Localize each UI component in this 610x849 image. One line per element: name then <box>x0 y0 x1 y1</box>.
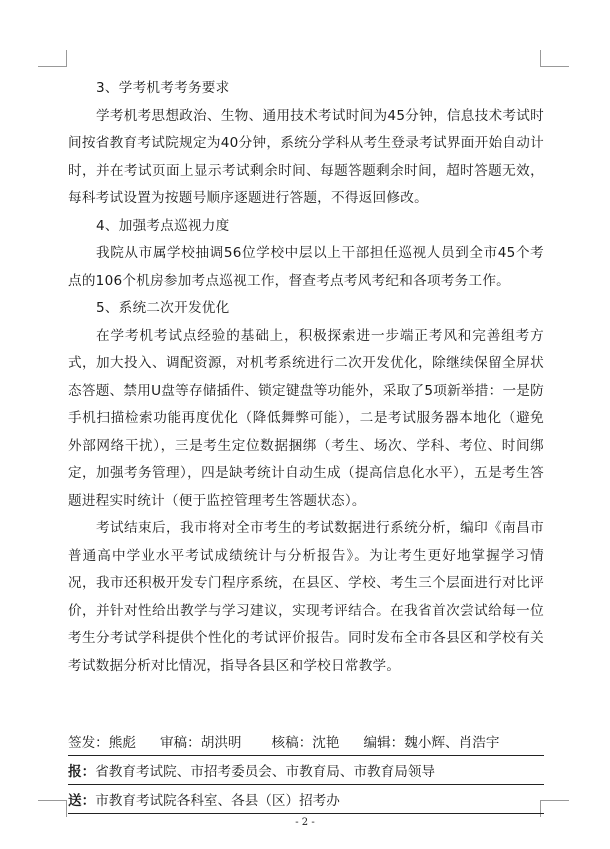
page-number: - 2 - <box>295 817 315 828</box>
crop-mark-top-left <box>38 50 67 67</box>
send-to-line <box>68 789 544 814</box>
checker: 核稿：沈艳 <box>271 735 340 751</box>
section-heading: 3、学考机考考务要求 <box>96 80 230 96</box>
send-to-text: 市教育考试院各科室、各县（区）招考办 <box>95 793 340 809</box>
report-to-line <box>68 760 544 785</box>
crop-mark-bottom-right <box>540 800 569 817</box>
crop-mark-top-right <box>540 50 569 67</box>
paragraph: 学考机考思想政治、生物、通用技术考试时间为45分钟，信息技术考试时间按省教育考试院规定为40分钟，系统分学科从考生登录考试界面开始自动计时，并在考试页面上显示考试剩余时间、每题答题剩余时间，超时答题无效，每科考试设置为按题号顺序逐题进行答题，不得返回修改。 <box>68 107 544 206</box>
signoff-line <box>68 731 544 756</box>
issuer: 签发：熊彪 <box>68 735 136 751</box>
crop-mark-bottom-left <box>38 800 67 817</box>
reviewer: 审稿：胡洪明 <box>159 735 242 751</box>
report-to-label: 报： <box>68 764 96 780</box>
section-heading: 5、系统二次开发优化 <box>96 300 230 316</box>
paragraph: 我院从市属学校抽调56位学校中层以上干部担任巡视人员到全市45个考点的106个机房参加考点巡视工作，督查考点考风考纪和各项考务工作。 <box>68 245 544 289</box>
editors: 编辑：魏小辉、肖浩宇 <box>363 735 500 751</box>
send-to-label: 送： <box>68 793 96 809</box>
section-heading: 4、加强考点巡视力度 <box>96 217 230 234</box>
document-body <box>68 75 544 680</box>
paragraph: 考试结束后，我市将对全市考生的考试数据进行系统分析，编印《南昌市普通高中学业水平考试成绩统计与分析报告》。为让考生更好地掌握学习情况，我市还积极开发专门程序系统，在县区、学校、考生三个层面进行对比评价，并针对性给出教学与学习建议，实现考评结合。在我省首次尝试给每一位考生分考试学科提供个性化的考试评价报告。同时发布全市各县区和学校有关考试数据分析对比情况，指导各县区和学校日常教学。 <box>68 520 544 674</box>
report-to-text: 省教育考试院、市招考委员会、市教育局、市教育局领导 <box>95 764 436 780</box>
document-footer <box>68 731 544 814</box>
paragraph: 在学考机考试点经验的基础上，积极探索进一步端正考风和完善组考方式，加大投入、调配资源，对机考系统进行二次开发优化，除继续保留全屏状态答题、禁用U盘等存储插件、锁定键盘等功能外，采取了5项新举措：一是防手机扫描检索功能再度优化（降低舞弊可能），二是考试服务器本地化（避免外部网络干扰），三是考生定位数据捆绑（考生、场次、学科、考位、时间绑定，加强考务管理），四是缺考统计自动生成（提高信息化水平），五是考生答题进程实时统计（便于监控管理考生答题状态）。 <box>68 327 544 509</box>
